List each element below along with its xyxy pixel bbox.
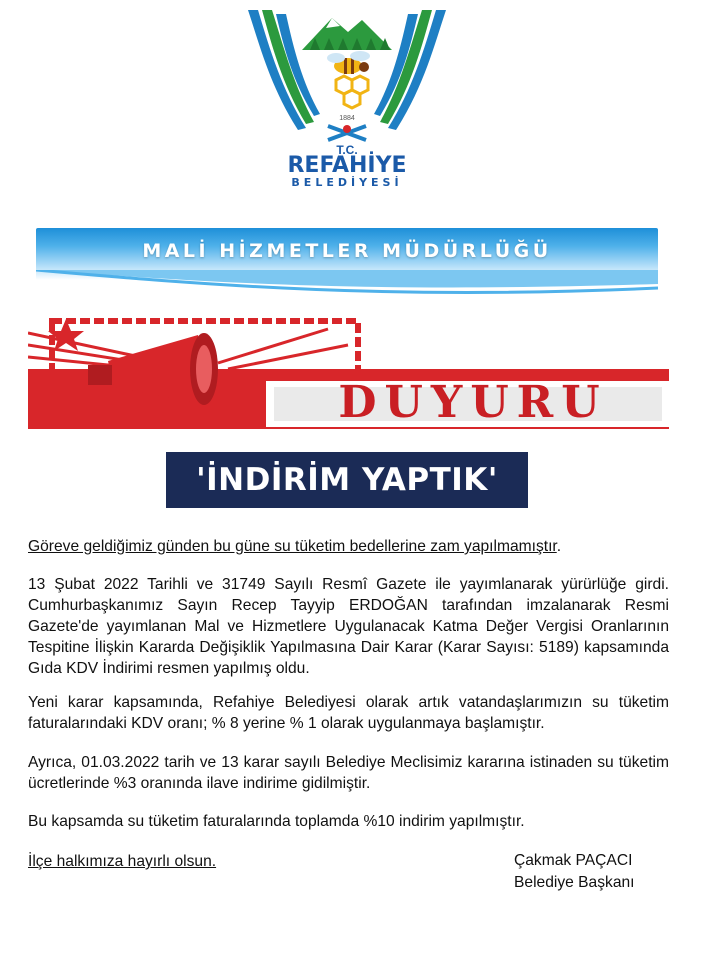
paragraph-2: Yeni karar kapsamında, Refahiye Belediyesi olarak artık vatandaşlarımızın su tüketim faturalarındaki KDV oranı; % 8 yerine % 1 olarak uygulanmaya başlamıştır.: [28, 694, 669, 732]
headline-box: [166, 452, 528, 508]
logo-year: 1884: [339, 115, 355, 122]
logo-sub: BELEDİYESİ: [291, 176, 403, 189]
paragraph-1: 13 Şubat 2022 Tarihli ve 31749 Sayılı Resmî Gazete ile yayımlanarak yürürlüğe girdi. Cumhurbaşkanımız Sayın Recep Tayyip ERDOĞAN tarafından imzalanarak Resmi Gazete'de yayımlanan Mal ve Hizmetlere Uygulanacak Katma Değer Vergisi Oranlarının Tespitine İlişkin Kararda Değişiklik Yapılmasına Dair Karar (Karar Sayısı: 5189) kapsamında Gıda KDV İndirimi resmen yapılmış oldu.: [28, 576, 669, 677]
intro-paragraph: [28, 536, 669, 557]
announcement-title: DUYURU: [338, 377, 608, 428]
department-title: MALİ HİZMETLER MÜDÜRLÜĞÜ: [142, 240, 552, 262]
intro-text: Göreve geldiğimiz günden bu güne su tüketim bedellerine zam yapılmamıştır: [28, 538, 557, 555]
banner-wave: [36, 270, 658, 300]
logo-tc: T.C.: [336, 143, 358, 157]
paragraph-3: Ayrıca, 01.03.2022 tarih ve 13 karar sayılı Belediye Meclisimiz kararına istinaden su tüketim ücretlerinde %3 oranında ilave indirime gidilmiştir.: [28, 754, 669, 792]
announcement-graphic: [28, 305, 669, 429]
closing-text: İlçe halkımıza hayırlı olsun.: [28, 853, 217, 870]
headline: 'İNDİRİM YAPTIK': [196, 462, 498, 498]
logo-name: REFAHİYE: [287, 153, 407, 178]
paragraph-4: Bu kapsamda su tüketim faturalarında toplamda %10 indirim yapılmıştır.: [28, 813, 525, 830]
intro-end: .: [556, 538, 562, 555]
signature-title: Belediye Başkanı: [514, 874, 635, 891]
signature-block: [514, 850, 635, 894]
signature-name: Çakmak PAÇACI: [514, 852, 633, 869]
closing-line: [28, 851, 328, 872]
municipality-logo: [240, 6, 454, 192]
